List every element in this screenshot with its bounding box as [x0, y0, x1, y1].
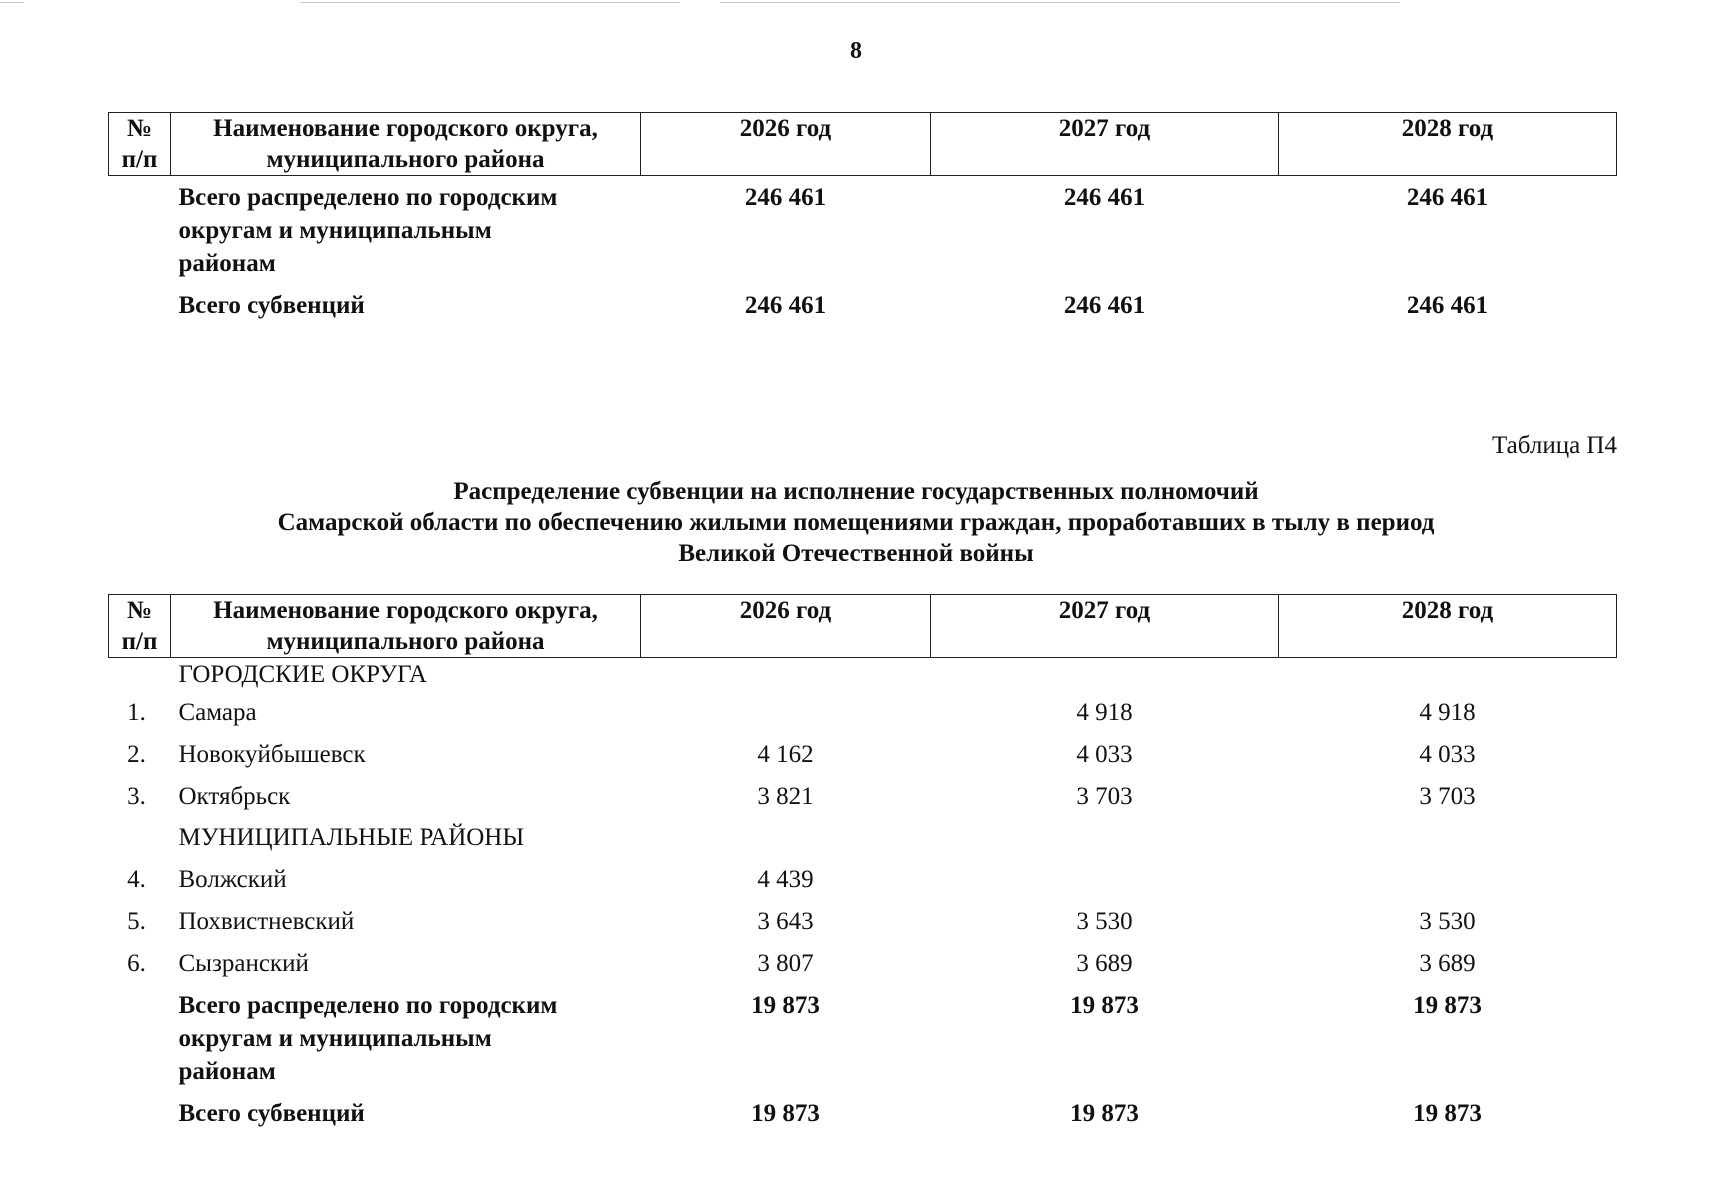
- header-2027: 2027 год: [931, 113, 1279, 176]
- table-row: [109, 900, 1617, 942]
- value-2026: 3 821: [757, 783, 814, 810]
- value-2026: 4 162: [757, 741, 814, 768]
- scan-artifact-line: [300, 2, 680, 3]
- header-num: [109, 595, 171, 658]
- header-2028: 2028 год: [1279, 595, 1617, 658]
- header-name: [171, 113, 641, 176]
- value-2028: 3 703: [1419, 783, 1476, 810]
- row-name: Самара: [178, 699, 257, 726]
- value-2026: 19 873: [751, 1100, 820, 1127]
- row-name: Октябрьск: [178, 783, 291, 810]
- header-2026: 2026 год: [641, 113, 931, 176]
- header-2028: 2028 год: [1279, 113, 1617, 176]
- row-num: 1.: [127, 699, 146, 726]
- row-num: 3.: [127, 783, 146, 810]
- row-name: Новокуйбышевск: [178, 741, 366, 768]
- value-2028: 246 461: [1406, 184, 1489, 211]
- value-2028: 3 689: [1419, 950, 1476, 977]
- title-line: Распределение субвенции на исполнение государственных полномочий: [453, 478, 1259, 505]
- header-num: [109, 113, 171, 176]
- total-distributed-row: [109, 176, 1617, 285]
- label-line: округам и муниципальным: [178, 1025, 492, 1052]
- header-name: [171, 595, 641, 658]
- table-row: [109, 691, 1617, 733]
- label-line: Всего распределено по городским: [178, 992, 558, 1019]
- table-row: [109, 733, 1617, 775]
- value-2026: 3 807: [757, 950, 814, 977]
- row-num: [109, 176, 171, 285]
- value-2028: 4 918: [1419, 699, 1476, 726]
- title-line: Самарской области по обеспечению жилыми помещениями граждан, проработавших в тылу в период: [277, 509, 1435, 536]
- row-num: 6.: [127, 950, 146, 977]
- row-num: [109, 658, 171, 692]
- label-line: районам: [178, 1058, 276, 1085]
- header-name-line: муниципального района: [266, 146, 545, 173]
- value-2027: 3 530: [1076, 908, 1133, 935]
- total-subventions-row: [109, 1092, 1617, 1134]
- value-2028: 4 033: [1419, 741, 1476, 768]
- value-2027: 3 703: [1076, 783, 1133, 810]
- row-num: [109, 984, 171, 1092]
- row-name: Похвистневский: [178, 908, 355, 935]
- header-num-line: №: [126, 597, 153, 624]
- table-row: [109, 775, 1617, 817]
- header-name-line: муниципального района: [266, 628, 545, 655]
- scan-artifact-line: [720, 2, 1400, 3]
- row-num: 4.: [127, 866, 146, 893]
- value-2028: 19 873: [1413, 1100, 1482, 1127]
- table-row: [109, 858, 1617, 900]
- header-2026: 2026 год: [641, 595, 931, 658]
- row-num: 5.: [127, 908, 146, 935]
- header-num-line: №: [126, 115, 153, 142]
- table-continuation: [108, 112, 1617, 326]
- value-2027: 4 033: [1076, 741, 1133, 768]
- table-label: Таблица П4: [1492, 432, 1617, 459]
- title-line: Великой Отечественной войны: [678, 540, 1034, 567]
- header-name-line: Наименование городского округа,: [213, 597, 598, 624]
- value-2026: 246 461: [744, 184, 827, 211]
- total-subventions-label: Всего субвенций: [178, 292, 365, 319]
- total-subventions-row: [109, 284, 1617, 326]
- value-2027: 19 873: [1070, 992, 1139, 1019]
- label-line: округам и муниципальным: [178, 217, 492, 244]
- table-header-row: [109, 595, 1617, 658]
- value-2028: 3 530: [1419, 908, 1476, 935]
- value-2026: 4 439: [757, 866, 814, 893]
- value-2026: 246 461: [744, 292, 827, 319]
- row-num: 2.: [127, 741, 146, 768]
- table-row: [109, 942, 1617, 984]
- total-distributed-label: [171, 984, 641, 1092]
- header-2027: 2027 год: [931, 595, 1279, 658]
- value-2026: [641, 691, 931, 733]
- row-num: [109, 284, 171, 326]
- group-row-city-districts: [109, 658, 1617, 692]
- header-num-line: п/п: [121, 146, 158, 173]
- table-title: [0, 476, 1712, 569]
- total-subventions-label: Всего субвенций: [178, 1100, 365, 1127]
- value-2026: 3 643: [757, 908, 814, 935]
- group-label: ГОРОДСКИЕ ОКРУГА: [178, 661, 427, 688]
- row-num: [109, 1092, 171, 1134]
- row-num: [109, 817, 171, 858]
- row-name: Сызранский: [178, 950, 309, 977]
- header-name-line: Наименование городского округа,: [213, 115, 598, 142]
- value-2026: 19 873: [751, 992, 820, 1019]
- row-name: Волжский: [178, 866, 287, 893]
- total-distributed-label: [171, 176, 641, 285]
- label-line: районам: [178, 250, 276, 277]
- scan-artifact-line: [0, 2, 24, 3]
- value-2027: 4 918: [1076, 699, 1133, 726]
- value-2027: 3 689: [1076, 950, 1133, 977]
- value-2027: [931, 858, 1279, 900]
- page-number: 8: [850, 38, 862, 64]
- group-row-municipal-districts: [109, 817, 1617, 858]
- value-2027: 246 461: [1063, 184, 1146, 211]
- value-2027: 19 873: [1070, 1100, 1139, 1127]
- table-p4: [108, 594, 1617, 1134]
- header-num-line: п/п: [121, 628, 158, 655]
- value-2027: 246 461: [1063, 292, 1146, 319]
- value-2028: 246 461: [1406, 292, 1489, 319]
- value-2028: [1279, 858, 1617, 900]
- label-line: Всего распределено по городским: [178, 184, 558, 211]
- group-label: МУНИЦИПАЛЬНЫЕ РАЙОНЫ: [178, 824, 525, 851]
- value-2028: 19 873: [1413, 992, 1482, 1019]
- total-distributed-row: [109, 984, 1617, 1092]
- table-header-row: [109, 113, 1617, 176]
